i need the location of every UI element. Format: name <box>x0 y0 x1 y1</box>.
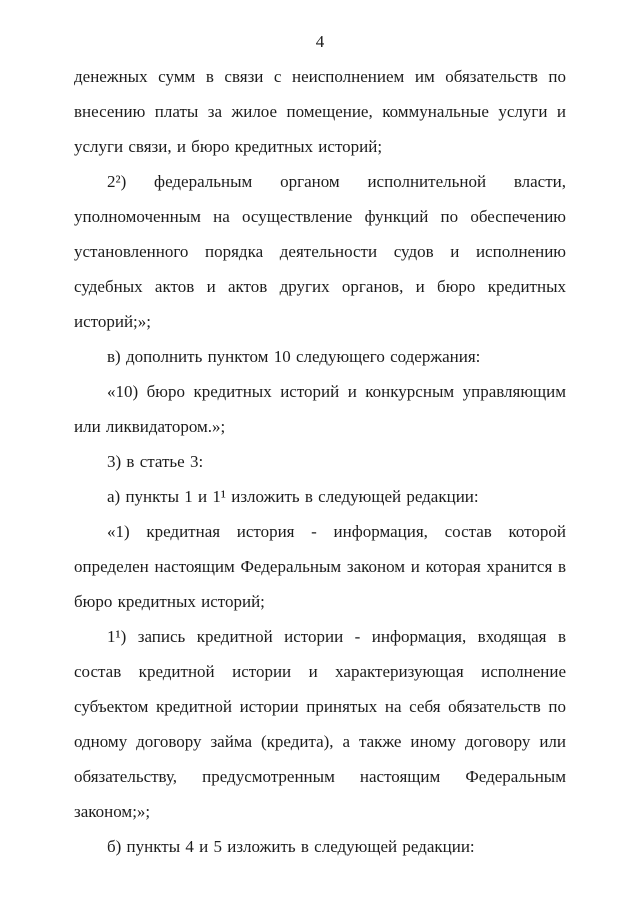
paragraph-subitem-v: в) дополнить пунктом 10 следующего содержания: <box>107 347 481 366</box>
paragraph-continuation: денежных сумм в связи с неисполнением им обязательств по внесению платы за жилое помещение, коммунальные услуги и услуги связи, и бюро кредитных историй; <box>74 67 566 156</box>
paragraph-quote-1: «1) кредитная история - информация, состав которой определен настоящим Федеральным законом и которая хранится в бюро кредитных историй; <box>74 522 566 611</box>
paragraph-subitem-a: а) пункты 1 и 1¹ изложить в следующей редакции: <box>107 487 479 506</box>
paragraph-subitem-2-2: 2²) федеральным органом исполнительной власти, уполномоченным на осуществление функций по обеспечению установленного порядка деятельности судов и исполнению судебных актов и актов других органов, и бюро кредитных историй;»; <box>74 172 566 331</box>
page-number: 4 <box>315 32 325 51</box>
paragraph-quote-10: «10) бюро кредитных историй и конкурсным управляющим или ликвидатором.»; <box>74 382 566 436</box>
paragraph-quote-1-1: 1¹) запись кредитной истории - информация, входящая в состав кредитной истории и характеризующая исполнение субъектом кредитной истории принятых на себя обязательств по одному договору займа (кредита), а также иному договору или обязательству, предусмотренным настоящим Федеральным законом;»; <box>74 627 566 821</box>
paragraph-item-3: 3) в статье 3: <box>107 452 204 471</box>
paragraph-subitem-b: б) пункты 4 и 5 изложить в следующей редакции: <box>107 837 475 856</box>
